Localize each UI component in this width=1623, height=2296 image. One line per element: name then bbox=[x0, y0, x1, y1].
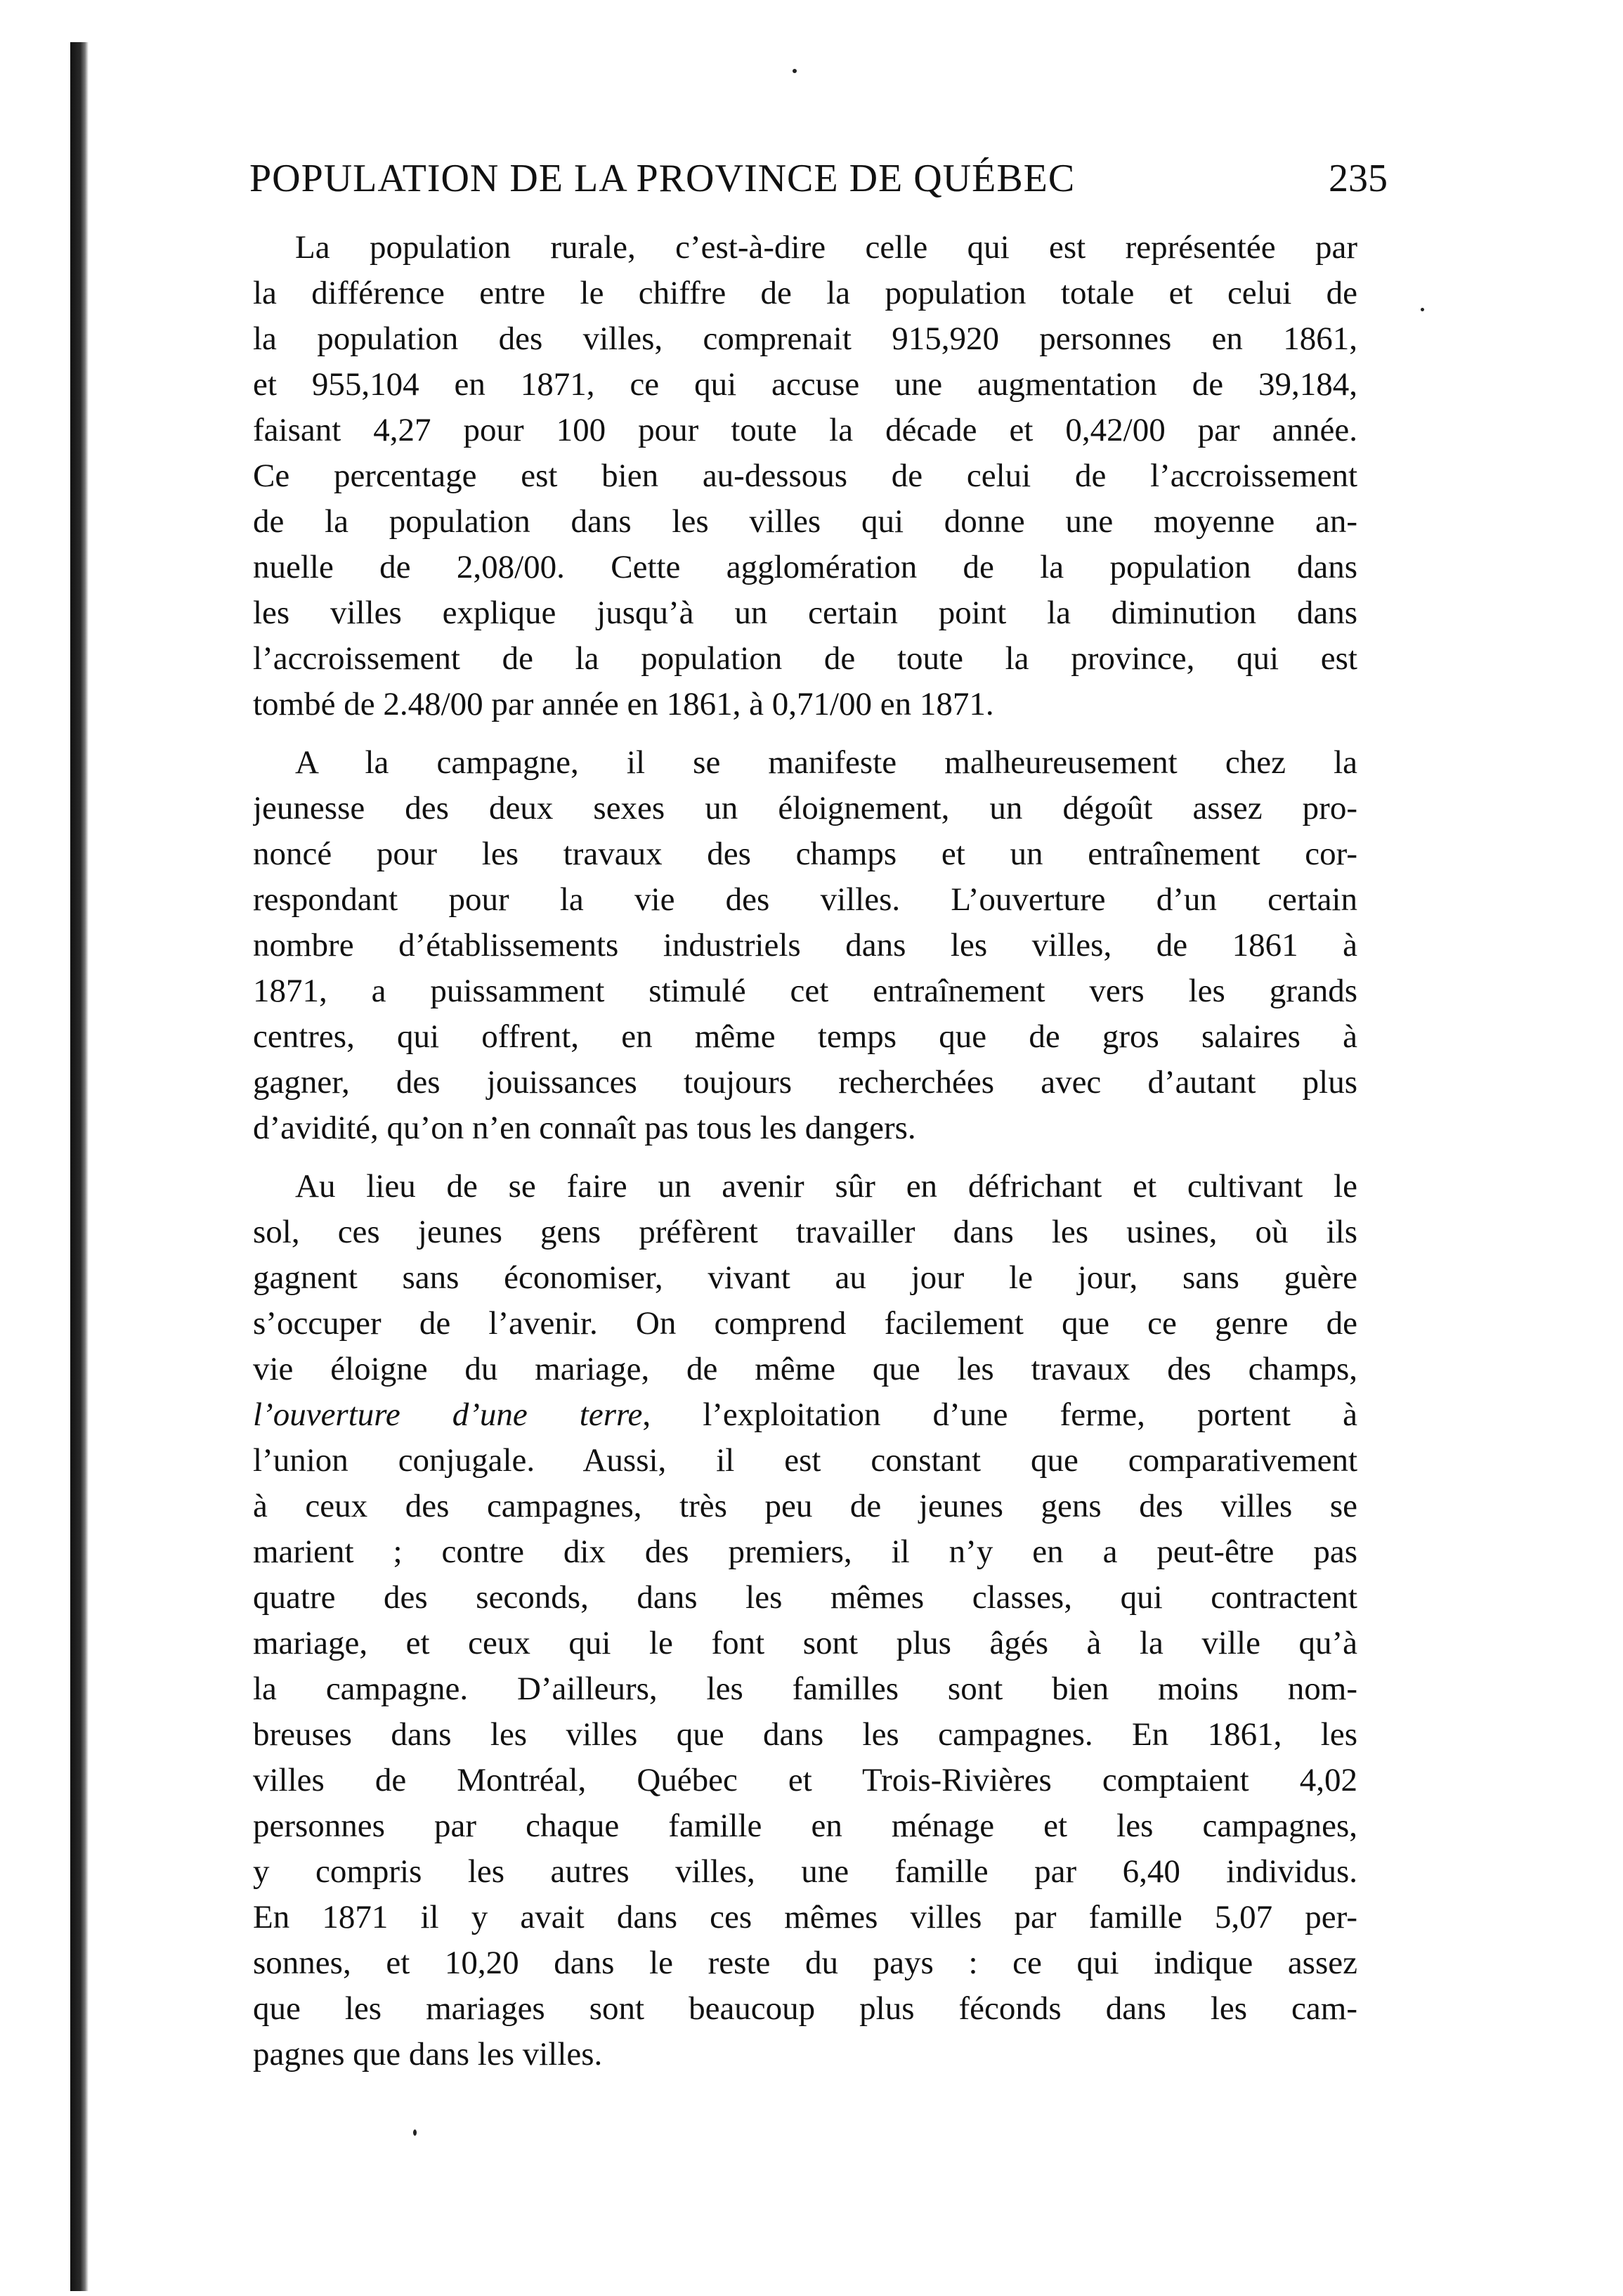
ink-speck bbox=[793, 69, 797, 73]
text-line: pagnes que dans les villes. bbox=[253, 2036, 603, 2073]
text-line: les villes explique jusqu’à un certain point la diminution dans bbox=[253, 595, 1357, 631]
paragraph bbox=[253, 1164, 1357, 2077]
text-line: l’ouverture d’une terre, l’exploitation d’une ferme, portent à bbox=[253, 1396, 1357, 1433]
text-line: l’accroissement de la population de toute la province, qui est bbox=[253, 640, 1357, 677]
text-line: la population des villes, comprenait 915,920 personnes en 1861, bbox=[253, 320, 1357, 357]
text-line: la campagne. D’ailleurs, les familles sont bien moins nom- bbox=[253, 1671, 1357, 1707]
text-line: et 955,104 en 1871, ce qui accuse une augmentation de 39,184, bbox=[253, 366, 1357, 403]
text-line: Ce percentage est bien au-dessous de celui de l’accroissement bbox=[253, 458, 1357, 494]
text-line: mariage, et ceux qui le font sont plus âgés à la ville qu’à bbox=[253, 1625, 1357, 1661]
text-line: y compris les autres villes, une famille par 6,40 individus. bbox=[253, 1853, 1357, 1890]
paragraph bbox=[253, 740, 1357, 1151]
text-line: En 1871 il y avait dans ces mêmes villes par famille 5,07 per- bbox=[253, 1899, 1357, 1935]
page-binding-edge bbox=[70, 42, 89, 2291]
text-line: jeunesse des deux sexes un éloignement, un dégoût assez pro- bbox=[253, 790, 1357, 826]
text-line: breuses dans les villes que dans les campagnes. En 1861, les bbox=[253, 1716, 1357, 1753]
ink-speck bbox=[413, 2129, 417, 2136]
text-line: sonnes, et 10,20 dans le reste du pays : ce qui indique assez bbox=[253, 1945, 1357, 1981]
text-line: respondant pour la vie des villes. L’ouverture d’un certain bbox=[253, 881, 1357, 918]
text-line: l’union conjugale. Aussi, il est constant que comparativement bbox=[253, 1442, 1357, 1479]
text-line: gagner, des jouissances toujours recherchées avec d’autant plus bbox=[253, 1064, 1357, 1101]
page-number: 235 bbox=[1329, 157, 1388, 200]
text-line: vie éloigne du mariage, de même que les travaux des champs, bbox=[253, 1351, 1357, 1387]
text-line: sol, ces jeunes gens préfèrent travailler dans les usines, où ils bbox=[253, 1214, 1357, 1250]
text-line: nombre d’établissements industriels dans les villes, de 1861 à bbox=[253, 927, 1357, 964]
text-line: personnes par chaque famille en ménage et les campagnes, bbox=[253, 1808, 1357, 1844]
text-line: d’avidité, qu’on n’en connaît pas tous les dangers. bbox=[253, 1110, 916, 1146]
text-line: villes de Montréal, Québec et Trois-Rivières comptaient 4,02 bbox=[253, 1762, 1357, 1798]
running-header bbox=[249, 153, 1388, 204]
text-line: 1871, a puissamment stimulé cet entraînement vers les grands bbox=[253, 973, 1357, 1009]
paragraph bbox=[253, 225, 1357, 727]
text-line: que les mariages sont beaucoup plus féconds dans les cam- bbox=[253, 1990, 1357, 2027]
text-line: de la population dans les villes qui donne une moyenne an- bbox=[253, 503, 1357, 540]
text-line: quatre des seconds, dans les mêmes classes, qui contractent bbox=[253, 1579, 1357, 1616]
text-line: s’occuper de l’avenir. On comprend facilement que ce genre de bbox=[253, 1305, 1357, 1342]
ink-speck bbox=[1421, 308, 1424, 311]
text-line: faisant 4,27 pour 100 pour toute la décade et 0,42/00 par année. bbox=[253, 412, 1357, 448]
text-line: gagnent sans économiser, vivant au jour le jour, sans guère bbox=[253, 1259, 1357, 1296]
text-line: noncé pour les travaux des champs et un entraînement cor- bbox=[253, 836, 1357, 872]
text-line: La population rurale, c’est-à-dire celle qui est représentée par bbox=[295, 229, 1357, 266]
text-line: tombé de 2.48/00 par année en 1861, à 0,71/00 en 1871. bbox=[253, 686, 994, 722]
body-text bbox=[253, 225, 1357, 2090]
text-line: Au lieu de se faire un avenir sûr en défrichant et cultivant le bbox=[295, 1168, 1357, 1205]
running-title: POPULATION DE LA PROVINCE DE QUÉBEC bbox=[249, 157, 1076, 200]
text-line: à ceux des campagnes, très peu de jeunes gens des villes se bbox=[253, 1488, 1357, 1524]
text-line: centres, qui offrent, en même temps que de gros salaires à bbox=[253, 1018, 1357, 1055]
text-line: marient ; contre dix des premiers, il n’y en a peut-être pas bbox=[253, 1533, 1357, 1570]
text-line: la différence entre le chiffre de la population totale et celui de bbox=[253, 275, 1357, 311]
italic-phrase: l’ouverture d’une terre bbox=[253, 1396, 643, 1433]
text-line: A la campagne, il se manifeste malheureusement chez la bbox=[295, 744, 1357, 781]
text-line: nuelle de 2,08/00. Cette agglomération de la population dans bbox=[253, 549, 1357, 585]
